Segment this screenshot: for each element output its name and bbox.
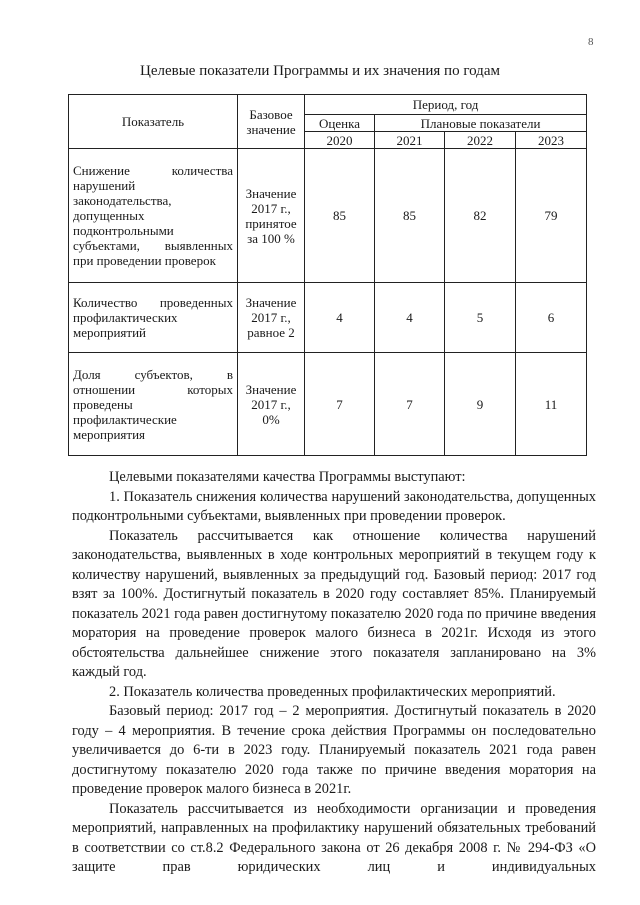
base-value: Значение 2017 г., равное 2 xyxy=(238,283,305,353)
header-year: 2020 xyxy=(305,132,375,149)
value-cell: 9 xyxy=(445,353,516,456)
table-title: Целевые показатели Программы и их значения по годам xyxy=(140,63,500,79)
table-row xyxy=(69,353,587,456)
value-cell: 4 xyxy=(375,283,445,353)
value-cell: 7 xyxy=(305,353,375,456)
header-plan: Плановые показатели xyxy=(375,115,587,132)
header-base-value: Базовое значение xyxy=(238,95,305,149)
paragraph: Целевыми показателями качества Программы выступают: xyxy=(109,469,466,485)
value-cell: 5 xyxy=(445,283,516,353)
indicator-name: Доля субъектов, в отношении которых проведены профилактические мероприятия xyxy=(69,353,238,456)
paragraph: 1. Показатель снижения количества нарушений законодательства, допущенных подконтрольными субъектами, выявленных при проведении проверок. xyxy=(72,488,596,524)
header-period: Период, год xyxy=(305,95,587,115)
page-number: 8 xyxy=(588,36,594,48)
header-year: 2023 xyxy=(516,132,587,149)
value-cell: 85 xyxy=(305,149,375,283)
value-cell: 85 xyxy=(375,149,445,283)
paragraph: Показатель рассчитывается из необходимости организации и проведения мероприятий, направленных на профилактику нарушений обязательных требований в соответствии со ст.8.2 Федерального закона от 26 декабря 2008 г. № 294-ФЗ «О защите прав юридических лиц и индивидуальных xyxy=(72,800,596,875)
paragraph: Базовый период: 2017 год – 2 мероприятия. Достигнутый показатель в 2020 году – 4 мероприятия. В течение срока действия Программы он последовательно увеличивается до 6-ти в 2023 году. Планируемый показатель 2021 года равен достигнутому показателю 2020 года также по причине введения моратория на проведение проверок малого бизнеса в 2021г. xyxy=(72,703,596,797)
body-text xyxy=(72,468,596,878)
table-row xyxy=(69,283,587,353)
value-cell: 11 xyxy=(516,353,587,456)
header-year: 2022 xyxy=(445,132,516,149)
header-year: 2021 xyxy=(375,132,445,149)
paragraph: Показатель рассчитывается как отношение количества нарушений законодательства, выявленных в ходе контрольных мероприятий в текущем году к количеству нарушений, выявленных за предыдущий год. Базовый период: 2017 год взят за 100%. Достигнутый показатель в 2020 году составляет 85%. Планируемый показатель 2021 года равен достигнутому показателю 2020 года по причине введения моратория на проведение проверок малого бизнеса в 2021г. Исходя из этого обстоятельства дальнейшее снижение этого показателя запланировано на 3% каждый год. xyxy=(72,527,596,680)
indicators-table xyxy=(68,94,587,456)
value-cell: 4 xyxy=(305,283,375,353)
base-value: Значение 2017 г., принятое за 100 % xyxy=(238,149,305,283)
indicator-name: Снижение количества нарушений законодательства, допущенных подконтрольными субъектами, выявленных при проведении проверок xyxy=(69,149,238,283)
value-cell: 79 xyxy=(516,149,587,283)
indicator-name: Количество проведенных профилактических мероприятий xyxy=(69,283,238,353)
table-row xyxy=(69,149,587,283)
value-cell: 7 xyxy=(375,353,445,456)
value-cell: 82 xyxy=(445,149,516,283)
paragraph: 2. Показатель количества проведенных профилактических мероприятий. xyxy=(109,683,556,700)
value-cell: 6 xyxy=(516,283,587,353)
header-indicator: Показатель xyxy=(69,95,238,149)
base-value: Значение 2017 г., 0% xyxy=(238,353,305,456)
header-estimate: Оценка xyxy=(305,115,375,132)
